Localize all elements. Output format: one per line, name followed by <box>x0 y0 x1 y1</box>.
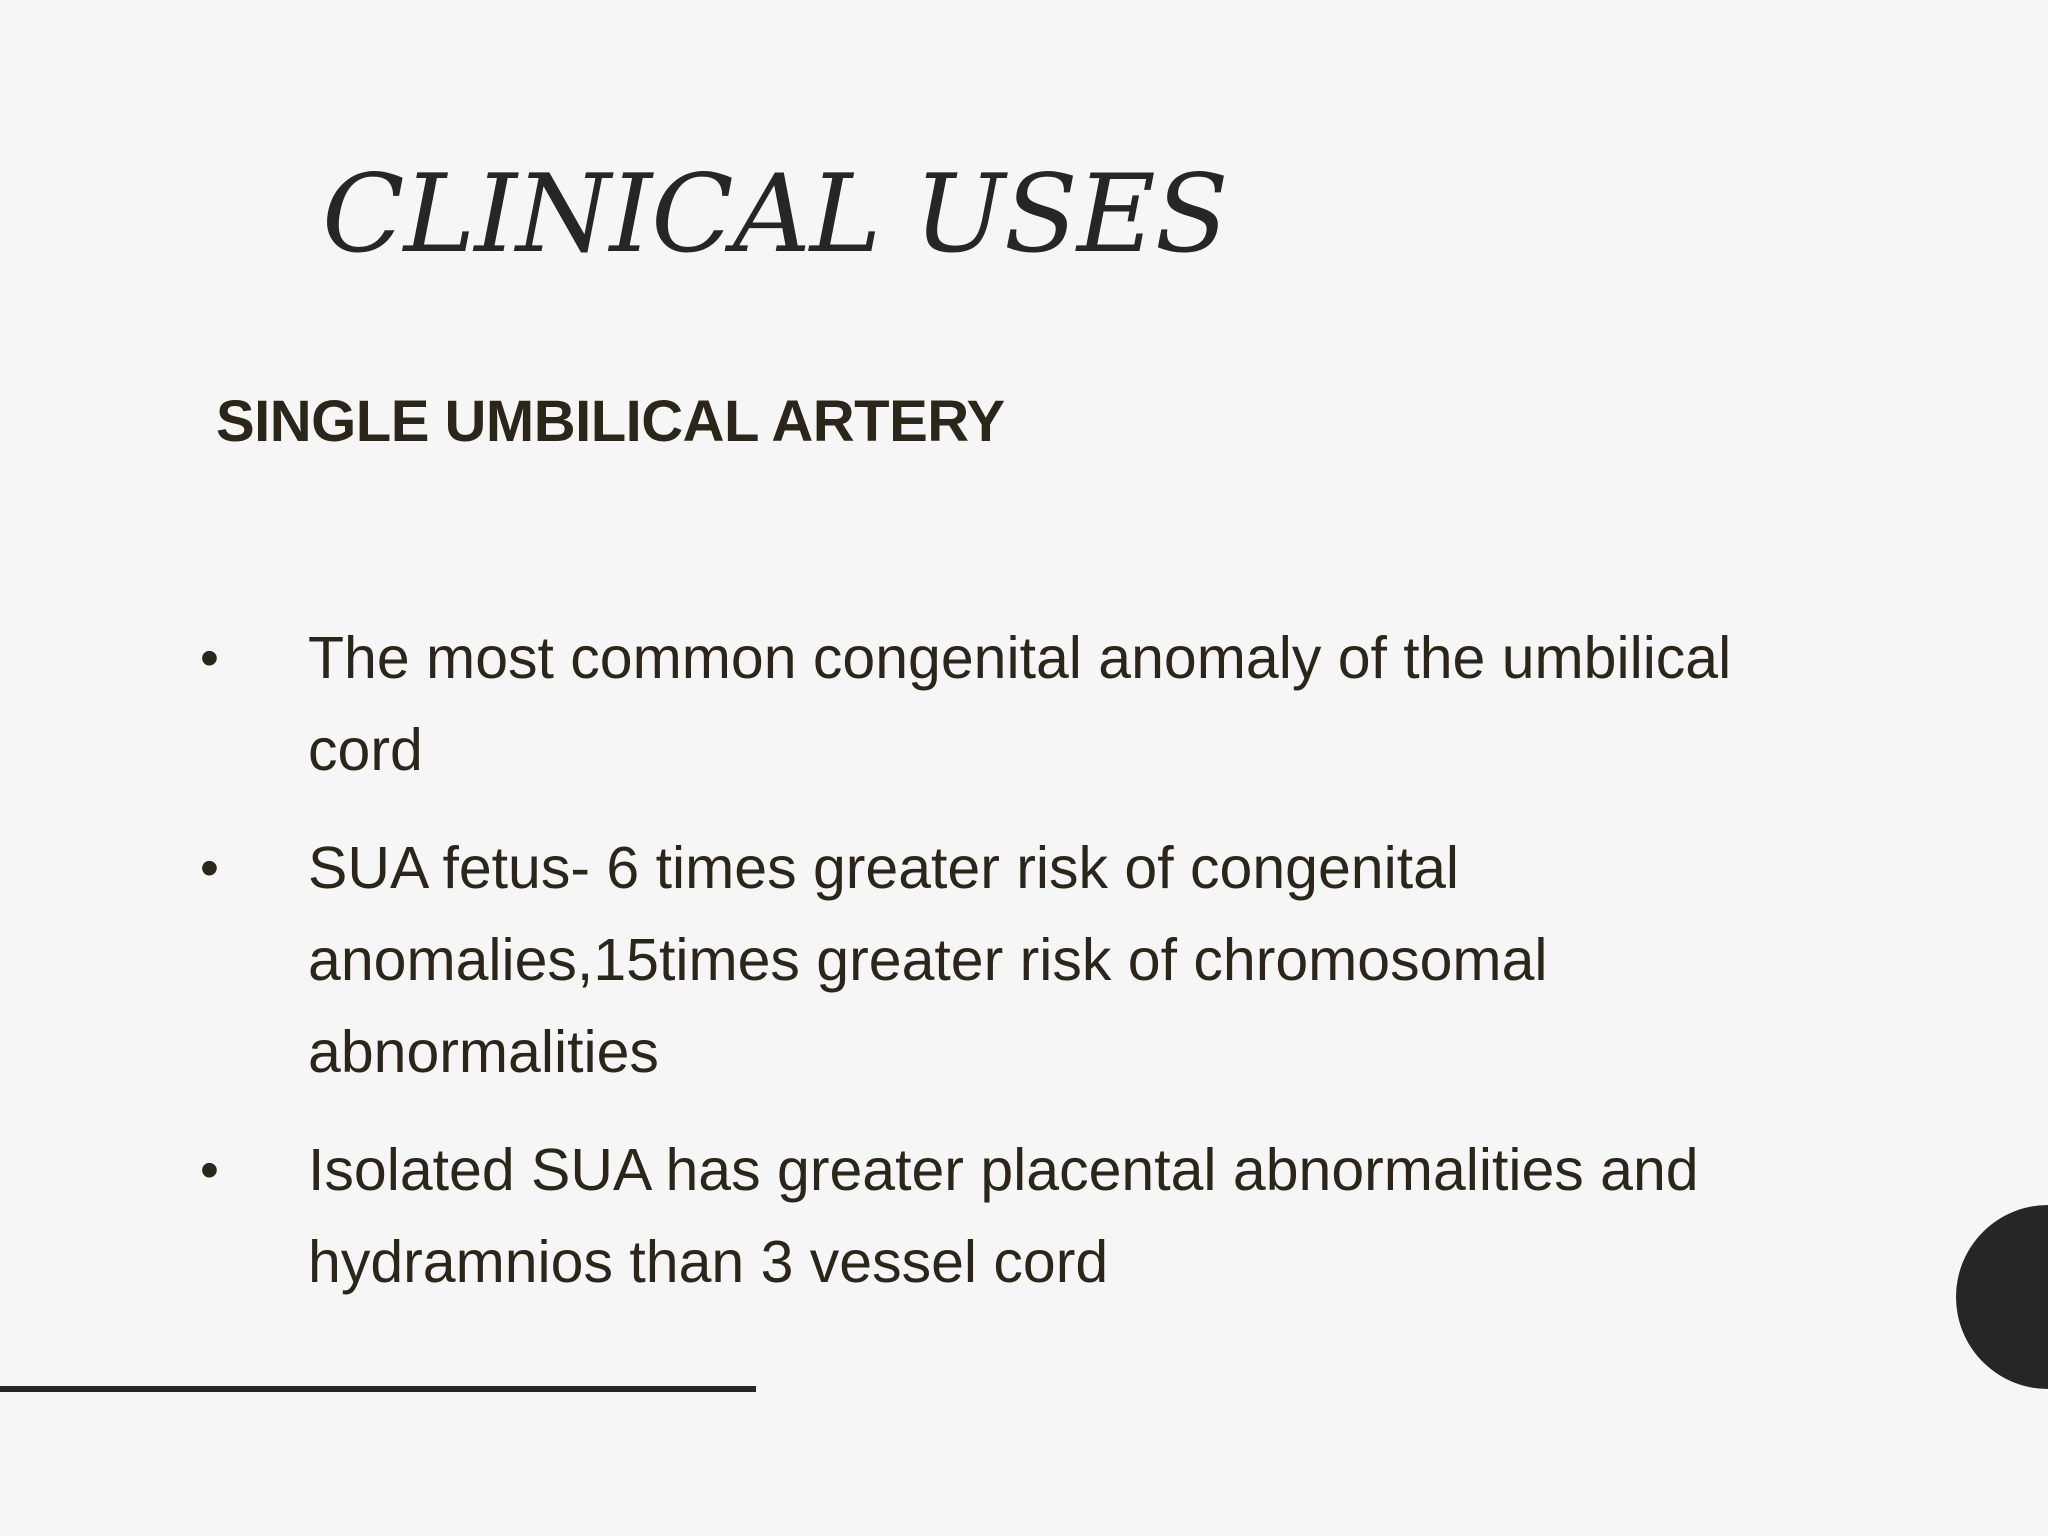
bullet-item-3 <box>200 1124 1760 1308</box>
bullet-item-1 <box>200 612 1760 796</box>
bullet-text: SUA fetus- 6 times greater risk of congenital anomalies,15times greater risk of chromosomal abnormalities <box>308 835 1548 1085</box>
slide-subtitle: SINGLE UMBILICAL ARTERY <box>216 389 1005 454</box>
decorative-divider-line <box>0 1386 756 1392</box>
slide-title: CLINICAL USES <box>322 152 1228 277</box>
bullet-icon: • <box>200 628 219 688</box>
bullet-text: The most common congenital anomaly of the umbilical cord <box>308 625 1732 783</box>
bullet-item-2 <box>200 822 1760 1098</box>
bullet-icon: • <box>200 838 219 898</box>
bullet-icon: • <box>200 1140 219 1200</box>
bullet-text: Isolated SUA has greater placental abnormalities and hydramnios than 3 vessel cord <box>308 1137 1699 1295</box>
decorative-circle-icon <box>1956 1205 2048 1389</box>
bullet-list <box>200 612 1760 1334</box>
